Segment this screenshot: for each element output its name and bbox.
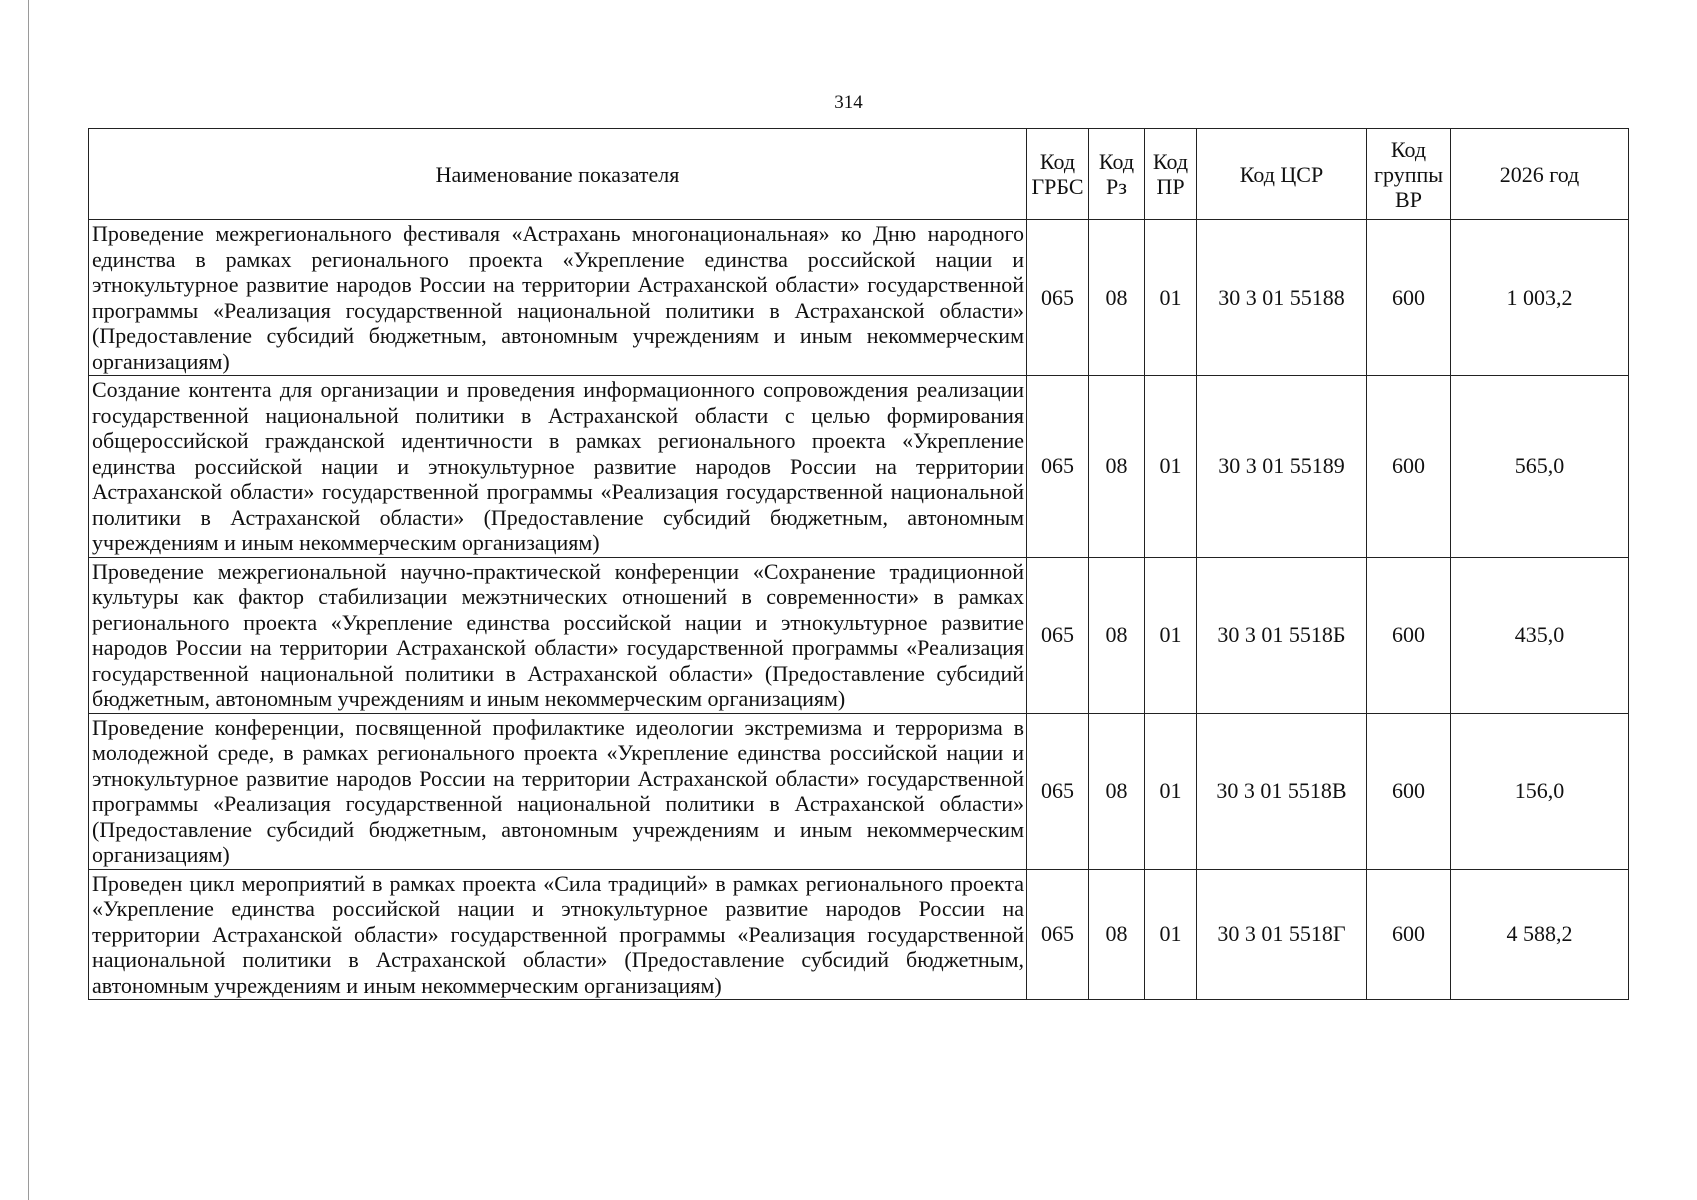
row-vr: 600 — [1367, 220, 1451, 376]
row-pr: 01 — [1145, 869, 1197, 1000]
row-amount: 156,0 — [1451, 713, 1629, 869]
row-rz: 08 — [1089, 713, 1145, 869]
header-grbs: Код ГРБС — [1027, 129, 1089, 220]
header-rz: Код Рз — [1089, 129, 1145, 220]
row-grbs: 065 — [1027, 713, 1089, 869]
row-rz: 08 — [1089, 220, 1145, 376]
row-grbs: 065 — [1027, 869, 1089, 1000]
header-name: Наименование показателя — [89, 129, 1027, 220]
header-vr: Код группы ВР — [1367, 129, 1451, 220]
row-csr: 30 3 01 55189 — [1197, 376, 1367, 558]
row-pr: 01 — [1145, 557, 1197, 713]
row-name: Проведение межрегиональной научно-практической конференции «Сохранение традиционной культуры как фактор стабилизации межэтнических отношений в современности» в рамках регионального проекта «Укрепление единства российской нации и этнокультурное развитие народов России на территории Астраханской области» государственной программы «Реализация государственной национальной политики в Астраханской области» (Предоставление субсидий бюджетным, автономным учреждениям и иным некоммерческим организациям) — [89, 557, 1027, 713]
row-pr: 01 — [1145, 220, 1197, 376]
row-rz: 08 — [1089, 557, 1145, 713]
header-pr: Код ПР — [1145, 129, 1197, 220]
row-name: Создание контента для организации и проведения информационного сопровождения реализации государственной национальной политики в Астраханской области с целью формирования общероссийской гражданской идентичности в рамках регионального проекта «Укрепление единства российской нации и этнокультурное развитие народов России на территории Астраханской области» государственной программы «Реализация государственной национальной политики в Астраханской области» (Предоставление субсидий бюджетным, автономным учреждениям и иным некоммерческим организациям) — [89, 376, 1027, 558]
header-csr: Код ЦСР — [1197, 129, 1367, 220]
row-vr: 600 — [1367, 557, 1451, 713]
row-name: Проведение межрегионального фестиваля «Астрахань многонациональная» ко Дню народного единства в рамках регионального проекта «Укрепление единства российской нации и этнокультурное развитие народов России на территории Астраханской области» государственной программы «Реализация государственной национальной политики в Астраханской области» (Предоставление субсидий бюджетным, автономным учреждениям и иным некоммерческим организациям) — [89, 220, 1027, 376]
table-row — [89, 557, 1629, 713]
row-amount: 1 003,2 — [1451, 220, 1629, 376]
row-pr: 01 — [1145, 713, 1197, 869]
budget-table — [88, 128, 1629, 1000]
row-vr: 600 — [1367, 869, 1451, 1000]
header-row — [89, 129, 1629, 220]
row-vr: 600 — [1367, 376, 1451, 558]
row-grbs: 065 — [1027, 557, 1089, 713]
table-row — [89, 869, 1629, 1000]
row-csr: 30 3 01 5518Г — [1197, 869, 1367, 1000]
row-vr: 600 — [1367, 713, 1451, 869]
table-row — [89, 220, 1629, 376]
row-csr: 30 3 01 5518В — [1197, 713, 1367, 869]
row-grbs: 065 — [1027, 376, 1089, 558]
row-csr: 30 3 01 5518Б — [1197, 557, 1367, 713]
row-pr: 01 — [1145, 376, 1197, 558]
left-margin-line — [28, 0, 29, 1200]
header-year: 2026 год — [1451, 129, 1629, 220]
row-grbs: 065 — [1027, 220, 1089, 376]
row-amount: 4 588,2 — [1451, 869, 1629, 1000]
row-rz: 08 — [1089, 376, 1145, 558]
table-row — [89, 376, 1629, 558]
row-amount: 565,0 — [1451, 376, 1629, 558]
page-number: 314 — [834, 92, 863, 113]
row-amount: 435,0 — [1451, 557, 1629, 713]
row-name: Проведение конференции, посвященной профилактике идеологии экстремизма и терроризма в молодежной среде, в рамках регионального проекта «Укрепление единства российской нации и этнокультурное развитие народов России на территории Астраханской области» государственной программы «Реализация государственной национальной политики в Астраханской области» (Предоставление субсидий бюджетным, автономным учреждениям и иным некоммерческим организациям) — [89, 713, 1027, 869]
row-name: Проведен цикл мероприятий в рамках проекта «Сила традиций» в рамках регионального проекта «Укрепление единства российской нации и этнокультурное развитие народов России на территории Астраханской области» государственной программы «Реализация государственной национальной политики в Астраханской области» (Предоставление субсидий бюджетным, автономным учреждениям и иным некоммерческим организациям) — [89, 869, 1027, 1000]
row-rz: 08 — [1089, 869, 1145, 1000]
table-row — [89, 713, 1629, 869]
row-csr: 30 3 01 55188 — [1197, 220, 1367, 376]
